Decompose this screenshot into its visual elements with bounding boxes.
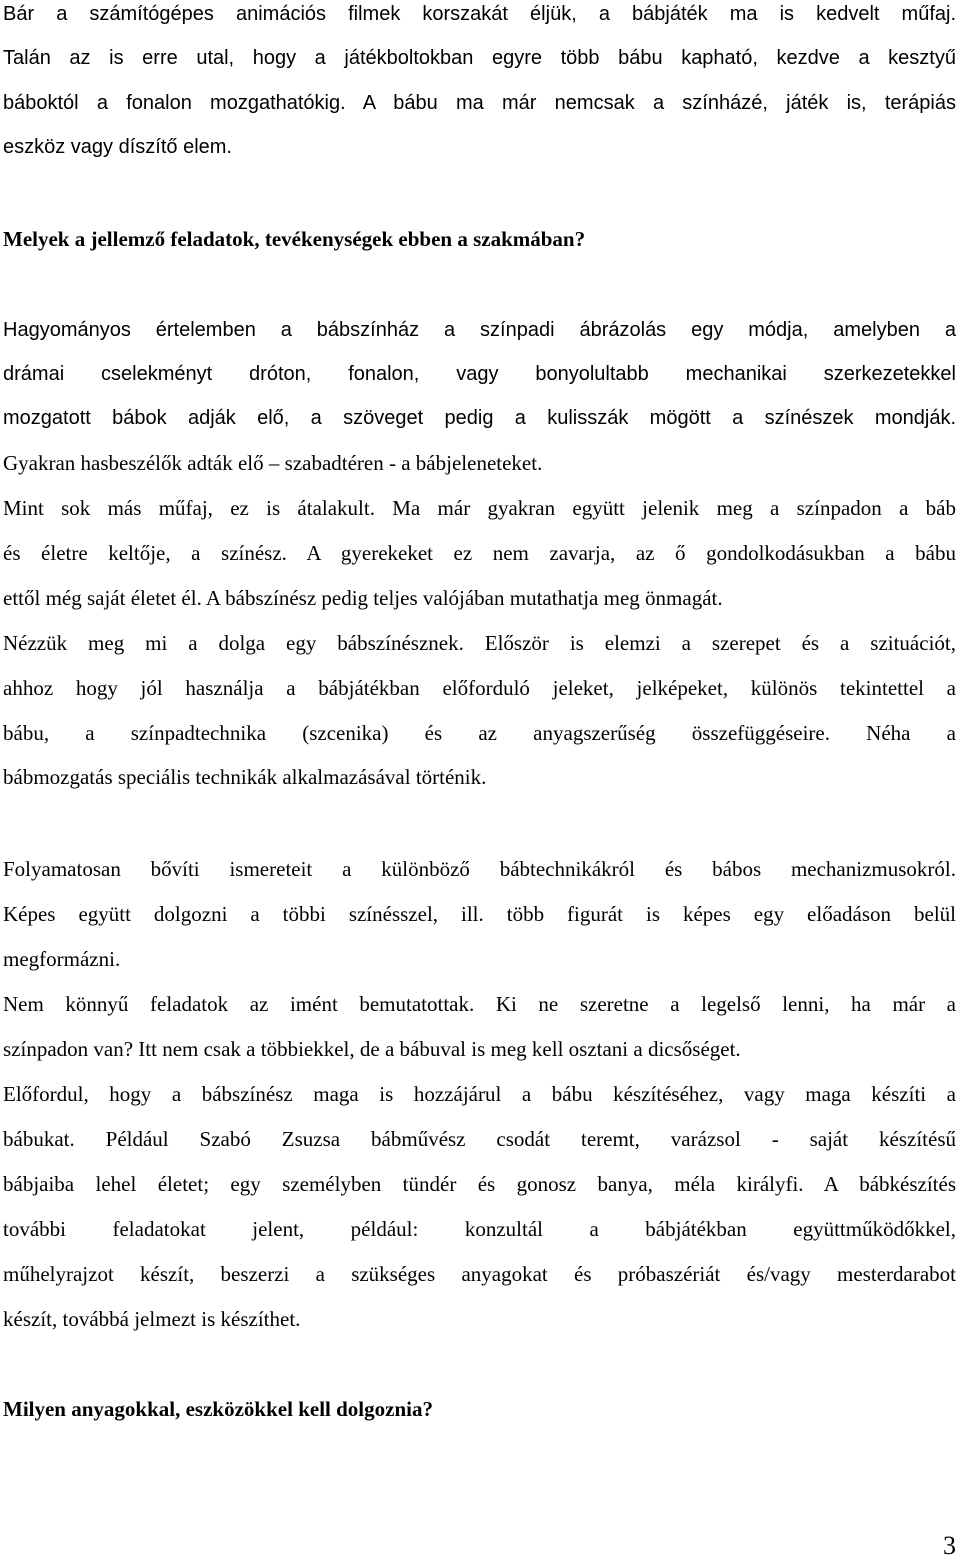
body-line: ahhoz hogy jól használja a bábjátékban előforduló jeleket, jelképeket, különös tekintettel a <box>3 676 956 700</box>
body-line: bábmozgatás speciális technikák alkalmazásával történik. <box>3 765 487 789</box>
intro-line: eszköz vagy díszítő elem. <box>3 136 232 158</box>
body-line: Előfordul, hogy a bábszínész maga is hozzájárul a bábu készítéséhez, vagy maga készíti a <box>3 1082 956 1106</box>
body-line: további feladatokat jelent, például: konzultál a bábjátékban együttműködőkkel, <box>3 1217 956 1241</box>
body-line: Gyakran hasbeszélők adták elő – szabadtéren - a bábjeleneteket. <box>3 451 543 475</box>
body-line: megformázni. <box>3 947 121 971</box>
section-heading: Melyek a jellemző feladatok, tevékenységek ebben a szakmában? <box>3 227 586 251</box>
body-line: bábjaiba lehel életet; egy személyben tündér és gonosz banya, méla királyfi. A bábkészítés <box>3 1172 956 1196</box>
intro-line: Talán az is erre utal, hogy a játékboltokban egyre több bábu kapható, kezdve a kesztyű <box>3 47 956 69</box>
body-line: műhelyrajzot készít, beszerzi a szükséges anyagokat és próbaszériát és/vagy mesterdarabot <box>3 1262 956 1286</box>
body-line: bábu, a színpadtechnika (szcenika) és az anyagszerűség összefüggéseire. Néha a <box>3 721 956 745</box>
body-line: Nem könnyű feladatok az imént bemutatottak. Ki ne szeretne a legelső lenni, ha már a <box>3 992 956 1016</box>
body-line: mozgatott bábok adják elő, a szöveget pedig a kulisszák mögött a színészek mondják. <box>3 407 956 429</box>
body-line: Nézzük meg mi a dolga egy bábszínésznek. Először is elemzi a szerepet és a szituációt, <box>3 631 956 655</box>
body-line: drámai cselekményt dróton, fonalon, vagy bonyolultabb mechanikai szerkezetekkel <box>3 363 956 385</box>
body-line: Mint sok más műfaj, ez is átalakult. Ma már gyakran együtt jelenik meg a színpadon a báb <box>3 496 956 520</box>
body-line: ettől még saját életet él. A bábszínész pedig teljes valójában mutathatja meg önmagát. <box>3 586 723 610</box>
body-line: színpadon van? Itt nem csak a többiekkel, de a bábuval is meg kell osztani a dicsőséget. <box>3 1037 741 1061</box>
body-line: készít, továbbá jelmezt is készíthet. <box>3 1307 301 1331</box>
intro-line: Bár a számítógépes animációs filmek korszakát éljük, a bábjáték ma is kedvelt műfaj. <box>3 3 956 25</box>
page-number: 3 <box>943 1531 956 1560</box>
body-line: Folyamatosan bővíti ismereteit a különböző bábtechnikákról és bábos mechanizmusokról. <box>3 857 956 881</box>
section-heading: Milyen anyagokkal, eszközökkel kell dolgoznia? <box>3 1397 433 1421</box>
body-line: Hagyományos értelemben a bábszínház a színpadi ábrázolás egy módja, amelyben a <box>3 319 956 341</box>
intro-line: báboktól a fonalon mozgathatókig. A bábu ma már nemcsak a színházé, játék is, terápiás <box>3 92 956 114</box>
body-line: és életre keltője, a színész. A gyerekeket ez nem zavarja, az ő gondolkodásukban a bábu <box>3 541 956 565</box>
body-line: bábukat. Például Szabó Zsuzsa bábművész csodát teremt, varázsol - saját készítésű <box>3 1127 956 1151</box>
body-line: Képes együtt dolgozni a többi színésszel, ill. több figurát is képes egy előadáson belül <box>3 902 956 926</box>
